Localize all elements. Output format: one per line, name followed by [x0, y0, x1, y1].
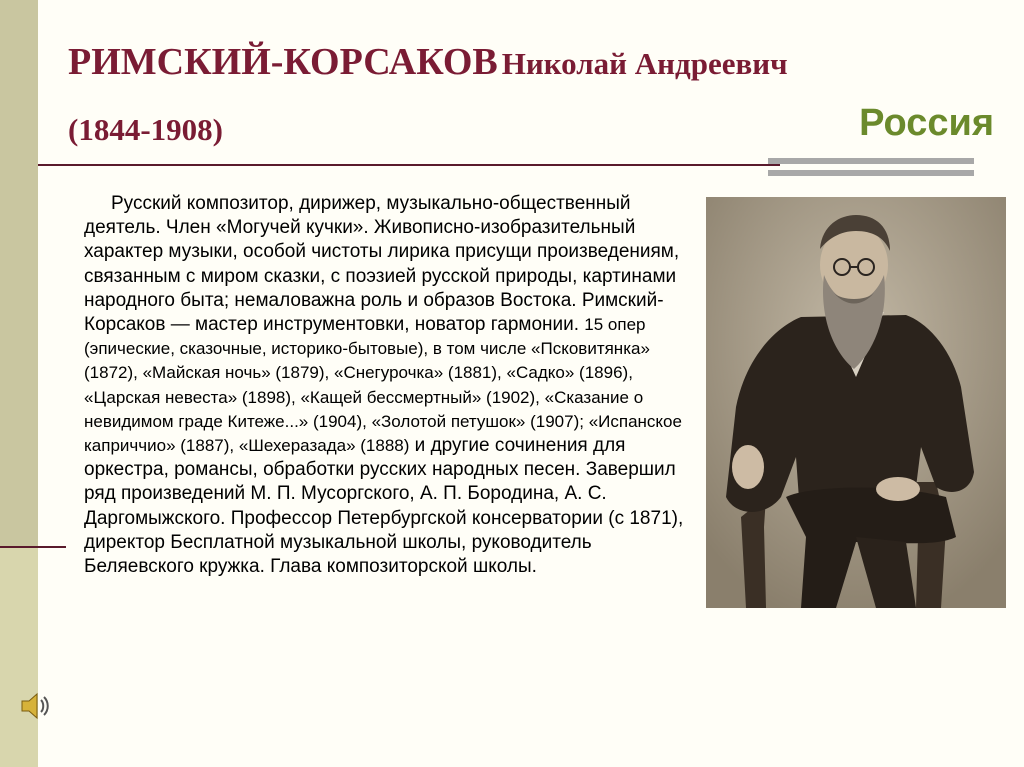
composer-surname: РИМСКИЙ-КОРСАКОВ	[68, 41, 498, 83]
side-rule	[0, 546, 66, 548]
composer-years: (1844-1908)	[68, 112, 223, 147]
left-decor-bar-top	[0, 0, 38, 548]
slide-title	[68, 40, 988, 84]
composer-portrait	[706, 197, 1006, 608]
title-rule	[38, 164, 780, 166]
composer-given-names: Николай Андреевич	[501, 46, 788, 81]
portrait-illustration	[706, 197, 1006, 608]
bio-part-3: и другие сочинения для оркестра, романсы, обработки русских народных песен. Завершил ряд произведений М. П. Мусоргского, А. П. Бородина, А. С. Даргомыжского. Профессор Петербургской консерватории (с 1871), директор Бесплатной музыкальной школы, руководитель Беляевского кружка. Глава композиторской школы.	[84, 435, 684, 578]
biography-text	[84, 192, 702, 579]
bio-part-1: Русский композитор, дирижер, музыкально-общественный деятель. Член «Могучей кучки». Живописно-изобразительный характер музыки, особой чистоты лирика присущи произведениям, связанным с миром сказки, с поэзией русской природы, картинами народного быта; немаловажна роль и образов Востока. Римский-Корсаков — мастер инструментовки, новатор гармонии.	[84, 193, 680, 336]
sound-icon[interactable]	[16, 688, 52, 724]
accent-bar	[768, 158, 974, 164]
composer-country: Россия	[859, 102, 994, 144]
accent-bar-lower	[768, 170, 974, 176]
bio-part-2: 15 опер (эпические, сказочные, историко-бытовые), в том числе «Псковитянка» (1872), «Майская ночь» (1879), «Снегурочка» (1881), «Садко» (1896), «Царская невеста» (1898), «Кащей бессмертный» (1902), «Сказание о невидимом граде Китеже...» (1904), «Золотой петушок» (1907); «Испанское каприччио» (1887), «Шехеразада» (1888)	[84, 315, 682, 456]
